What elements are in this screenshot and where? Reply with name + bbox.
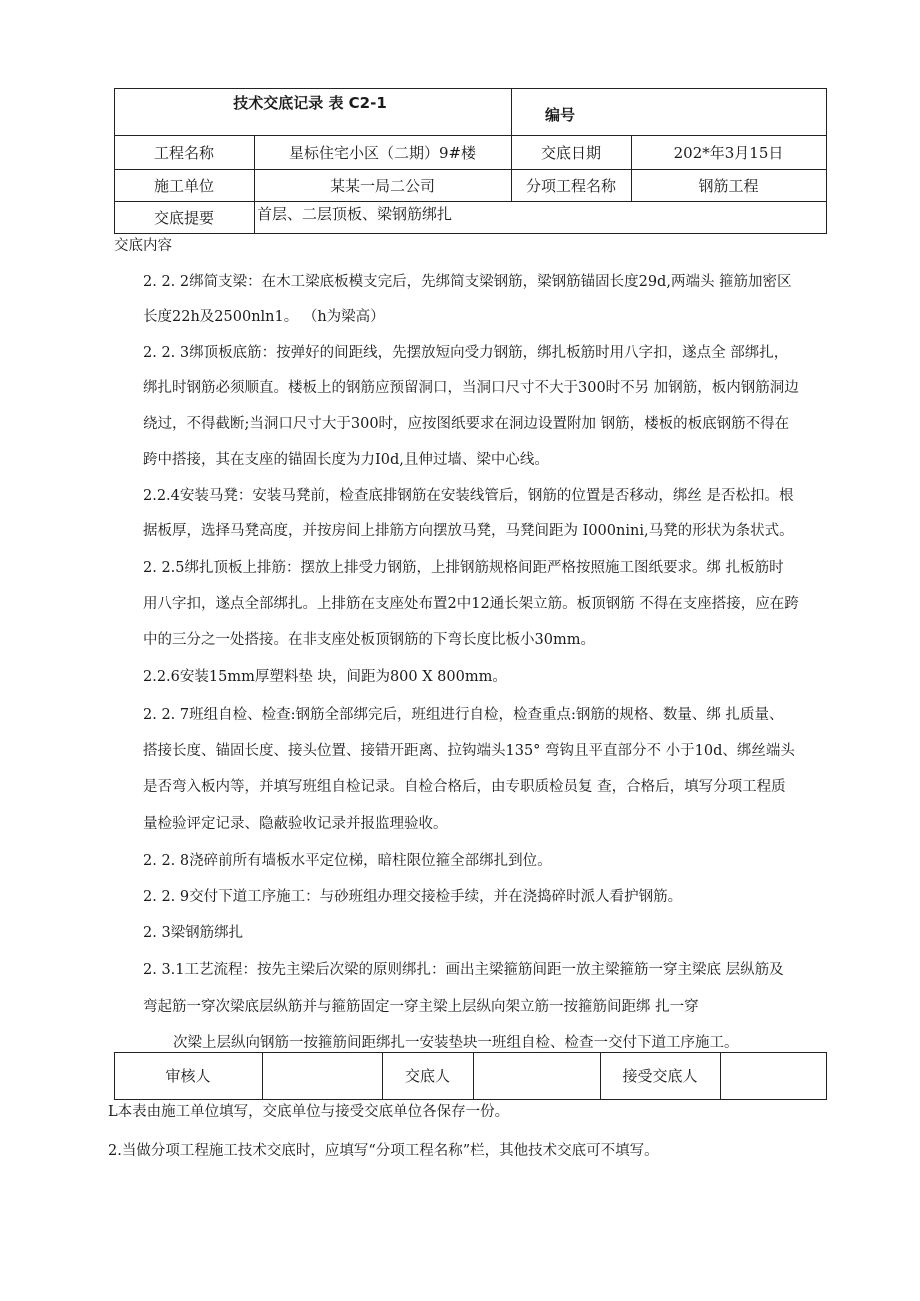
summary-label: 交底提要 [153,208,214,227]
content-line: 长度22h及2500nln1。 （h为梁高） [143,309,385,325]
note-line: 2.当做分项工程施工技术交底时，应填写“分项工程名称”栏，其他技术交底可不填写。 [108,1143,659,1159]
reviewer-label: 审核人 [165,1067,211,1085]
date-label: 交底日期 [540,143,601,162]
content-line: 2. 3.1工艺流程：按先主梁后次梁的原则绑扎：画出主梁箍筋间距一放主梁箍筋一穿主梁底 层纵筋及 [143,962,784,978]
form-title: 技术交底记录 表 C2-1 [233,93,387,112]
content-line: 2. 2. 8浇碎前所有墙板水平定位梯，暗柱限位箍全部绑扎到位。 [143,853,552,869]
content-line: 据板厚，选择马凳高度，并按房间上排筋方向摆放马凳，马凳间距为 I000nini,马凳的形状为条状式。 [143,523,794,539]
content-label: 交底内容 [114,238,172,254]
date-value: 202*年3月15日 [673,143,784,162]
content-line: 跨中搭接，其在支座的锚固长度为力I0d,且伸过墙、梁中心线。 [143,452,549,468]
summary-value: 首层、二层顶板、梁钢筋绑扎 [257,204,453,223]
number-label: 编号 [544,105,575,124]
content-line: 是否弯入板内等，并填写班组自检记录。自检合格后，由专职质检员复 查，合格后，填写分项工程质 [143,779,786,795]
content-line: 绕过，不得截断;当洞口尺寸大于300时，应按图纸要求在洞边设置附加 钢筋，楼板的板底钢筋不得在 [143,416,790,432]
content-line: 用八字扣，遂点全部绑扎。上排筋在支座处布置2中12通长架立筋。板顶钢筋 不得在支座搭接，应在跨 [143,596,799,612]
content-line: 2. 2. 9交付下道工序施工：与砂班组办理交接检手续，并在浇捣碎时派人看护钢筋。 [143,889,683,905]
project-name-label: 工程名称 [153,143,214,162]
reviewer-value [262,1052,382,1099]
discloser-value [473,1052,600,1099]
content-line: 搭接长度、锚固长度、接头位置、接错开距离、拉钩端头135° 弯钩且平直部分不 小于10d、绑丝端头 [143,743,795,759]
content-line: 2. 2. 7班组自检、检查:钢筋全部绑完后，班组进行自检，检查重点:钢筋的规格、数量、绑 扎质量、 [143,707,784,723]
content-line: 弯起筋一穿次梁底层纵筋并与箍筋固定一穿主梁上层纵向架立筋一按箍筋间距绑 扎一穿 [143,999,699,1015]
content-line: 2. 2. 2绑简支梁：在木工梁底板模支完后，先绑简支梁钢筋，梁钢筋锚固长度29d,两端头 箍筋加密区 [143,274,792,290]
note-line: L本表由施工单位填写，交底单位与接受交底单位各保存一份。 [108,1104,510,1120]
content-line: 2.2.6安装15mm厚塑料垫 块，间距为800 X 800mm。 [143,669,507,685]
content-line: 量检验评定记录、隐蔽验收记录并报监理验收。 [143,816,448,832]
sub-project-label: 分项工程名称 [525,176,616,195]
construction-unit-value: 某某一局二公司 [329,176,435,195]
receiver-value [720,1052,826,1099]
content-line: 2. 2.5绑扎顶板上排筋：摆放上排受力钢筋，上排钢筋规格间距严格按照施工图纸要求。绑 扎板筋时 [143,560,784,576]
content-line: 绑扎时钢筋必须顺直。楼板上的钢筋应预留洞口，当洞口尺寸不大于300时不另 加钢筋，板内钢筋洞边 [143,380,799,396]
project-name-value: 星标住宅小区（二期）9#楼 [288,143,477,162]
content-line: 次梁上层纵向钢筋一按箍筋间距绑扎一安装垫块一班组自检、检查一交付下道工序施工。 [173,1035,739,1051]
sub-project-value: 钢筋工程 [698,176,759,195]
content-line: 中的三分之一处搭接。在非支座处板顶钢筋的下弯长度比板小30mm。 [143,632,595,648]
receiver-label: 接受交底人 [622,1067,698,1085]
discloser-label: 交底人 [404,1067,450,1085]
construction-unit-label: 施工单位 [153,176,214,195]
content-line: 2.2.4安装马凳：安装马凳前，检查底排钢筋在安装线管后，钢筋的位置是否移动，绑丝 是否松扣。根 [143,488,794,504]
content-line: 2. 3梁钢筋绑扎 [143,925,244,941]
content-line: 2. 2. 3绑顶板底筋：按弹好的间距线，先摆放短向受力钢筋，绑扎板筋时用八字扣，遂点全 部绑扎， [143,345,789,361]
